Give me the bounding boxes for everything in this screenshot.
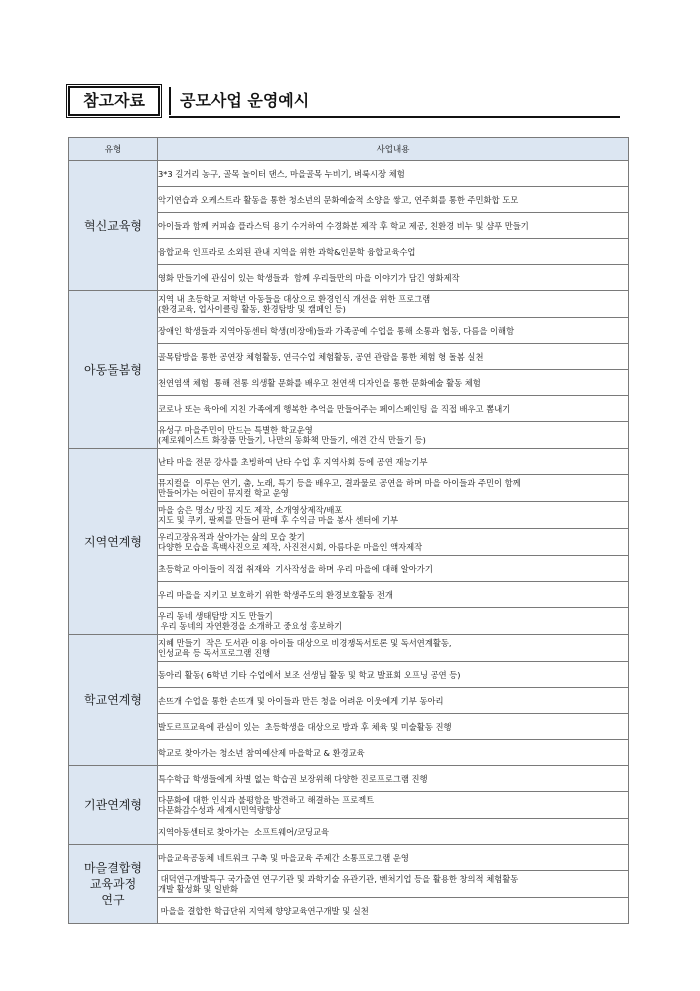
page-header: [68, 86, 620, 118]
column-header-description: 사업내용: [158, 138, 629, 161]
program-description: 지역 내 초등학교 저학년 아동들을 대상으로 환경인식 개선을 위한 프로그램 (환경교육, 업사이클링 활동, 환경탐방 및 캠페인 등): [158, 291, 629, 318]
title-separator: [169, 87, 171, 115]
type-cell-institution: 기관연계형: [69, 766, 158, 845]
program-description: 우리고장유적과 살아가는 삶의 모습 찾기 다양한 모습을 흑백사진으로 제작, 사진전시회, 아름다운 마을인 액자제작: [158, 529, 629, 556]
program-description: 아이들과 함께 커피숍 플라스틱 용기 수거하여 수경화분 제작 후 학교 제공, 친환경 비누 및 샴푸 만들기: [158, 213, 629, 239]
program-description: 뮤지컬을 이루는 연기, 춤, 노래, 특기 등을 배우고, 결과물로 공연을 하며 마을 아이들과 주민이 함께 만들어가는 어린이 뮤지컬 학교 운영: [158, 475, 629, 502]
program-description: 학교로 찾아가는 청소년 참여예산제 마을학교 & 환경교육: [158, 740, 629, 766]
program-description: 난타 마을 전문 강사를 초빙하여 난타 수업 후 지역사회 등에 공연 재능기부: [158, 449, 629, 475]
program-description: 골목탐방을 통한 공연장 체험활동, 연극수업 체험활동, 공연 관람을 통한 체험 형 돌봄 실천: [158, 344, 629, 370]
program-description: 마을을 결합한 학급단위 지역체 향양교육연구개발 및 실천: [158, 898, 629, 924]
program-description: 영화 만들기에 관심이 있는 학생들과 함께 우리들만의 마을 이야기가 담긴 영화제작: [158, 265, 629, 291]
reference-tag: 참고자료: [68, 86, 160, 116]
table-row: [69, 766, 629, 792]
type-cell-community: 지역연계형: [69, 449, 158, 635]
program-description: 대덕연구개발특구 국가출연 연구기관 및 과학기술 유관기관, 벤처기업 등을 활용한 창의적 체험활동 개발 활성화 및 일반화: [158, 871, 629, 898]
program-description: 동아리 활동( 6학년 기타 수업에서 보조 선생님 활동 및 학교 발표회 오프닝 공연 등): [158, 662, 629, 688]
program-table: [68, 137, 629, 924]
type-cell-innovation: 혁신교육형: [69, 161, 158, 291]
program-description: 악기연습과 오케스트라 활동을 통한 청소년의 문화예술적 소양을 쌓고, 연주회를 통한 주민화합 도모: [158, 187, 629, 213]
program-description: 3*3 길거리 농구, 골목 놀이터 댄스, 마을골목 누비기, 벼룩시장 체험: [158, 161, 629, 187]
program-description: 초등학교 아이들이 직접 취재와 기사작성을 하며 우리 마을에 대해 알아가기: [158, 556, 629, 582]
program-description: 우리 마을을 지키고 보호하기 위한 학생주도의 환경보호활동 전개: [158, 582, 629, 608]
program-description: 지역아동센터로 찾아가는 소프트웨어/코딩교육: [158, 819, 629, 845]
program-description: 장애인 학생들과 지역아동센터 학생(비장애)들과 가족공예 수업을 통해 소통과 협동, 다름을 이해함: [158, 318, 629, 344]
program-description: 코로나 또는 육아에 지친 가족에게 행복한 추억을 만들어주는 페이스페인팅 을 직접 배우고 뽐내기: [158, 396, 629, 422]
program-description: 융합교육 인프라로 소외된 관내 지역을 위한 과학&인문학 융합교육수업: [158, 239, 629, 265]
table-row: [69, 161, 629, 187]
title-underline: [169, 116, 620, 118]
type-cell-child-care: 아동돌봄형: [69, 291, 158, 449]
table-row: [69, 449, 629, 475]
type-cell-school: 학교연계형: [69, 635, 158, 766]
program-description: 지혜 만들기 작은 도서관 이용 아이들 대상으로 비경쟁독서토론 및 독서연계활동, 인성교육 등 독서프로그램 진행: [158, 635, 629, 662]
program-description: 마을교육공동체 네트워크 구축 및 마을교육 주제간 소통프로그램 운영: [158, 845, 629, 871]
program-description: 발도르프교육에 관심이 있는 초등학생을 대상으로 방과 후 체육 및 미술활동 진행: [158, 714, 629, 740]
table-row: [69, 635, 629, 662]
program-description: 다문화에 대한 인식과 불평함을 발견하고 해결하는 프로젝트 다문화감수성과 세계시민역량향상: [158, 792, 629, 819]
program-description: 마을 숨은 명소/ 맛집 지도 제작, 소개영상제작/배포 지도 및 쿠키, 팔찌를 만들어 판매 후 수익금 마을 봉사 센터에 기부: [158, 502, 629, 529]
program-description: 우리 동네 생태탐방 지도 만들기 우리 동네의 자연환경을 소개하고 중요성 홍보하기: [158, 608, 629, 635]
program-description: 천연염색 체험 통해 전통 의생활 문화를 배우고 천연색 디자인을 통한 문화예술 활동 체험: [158, 370, 629, 396]
column-header-type: 유형: [69, 138, 158, 161]
program-description: 특수학급 학생들에게 차별 없는 학습권 보장위해 다양한 진로프로그램 진행: [158, 766, 629, 792]
table-row: [69, 845, 629, 871]
page-title: 공모사업 운영예시: [180, 91, 310, 110]
table-row: [69, 291, 629, 318]
table-header-row: [69, 138, 629, 161]
type-cell-village-curriculum: 마을결합형 교육과정 연구: [69, 845, 158, 924]
program-description: 유성구 마을주민이 만드는 특별한 학교운영 (제로웨이스트 화장품 만들기, 나만의 동화책 만들기, 애견 간식 만들기 등): [158, 422, 629, 449]
program-description: 손뜨개 수업을 통한 손뜨개 및 아이들과 만든 청을 어려운 이웃에게 기부 동아리: [158, 688, 629, 714]
